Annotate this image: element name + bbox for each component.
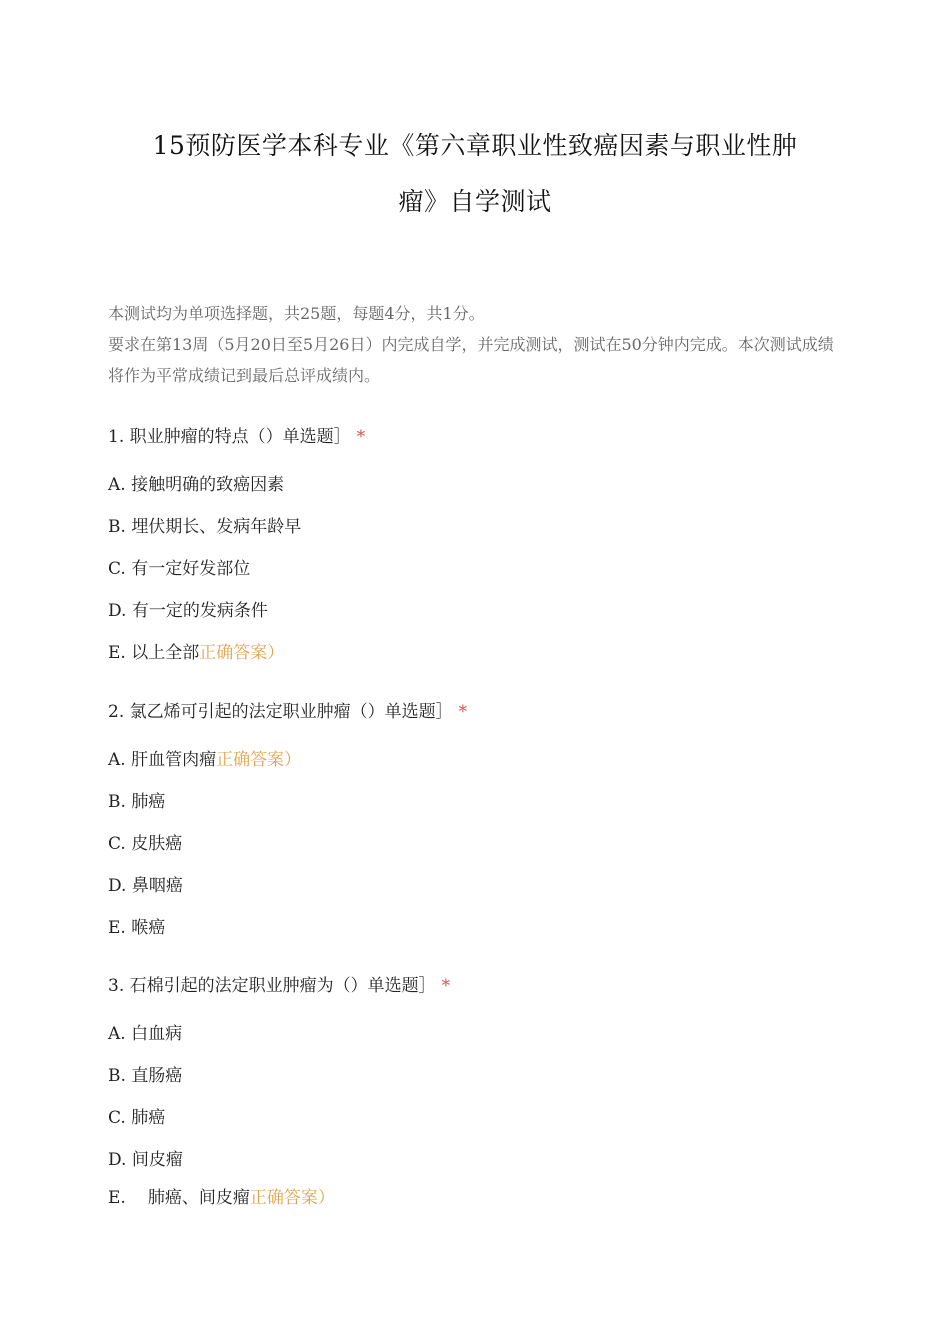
- question-1-option-b[interactable]: [108, 512, 868, 537]
- option-letter: B.: [108, 792, 126, 812]
- question-1-option-e[interactable]: [108, 638, 868, 663]
- question-1-text: 1. 职业肿瘤的特点（）单选题］: [108, 427, 351, 447]
- intro-paragraph-1: 本测试均为单项选择题，共25题，每题4分，共1分。: [108, 304, 485, 323]
- question-3: [108, 971, 868, 996]
- option-letter: E.: [108, 1188, 126, 1208]
- question-3-option-a[interactable]: [108, 1019, 868, 1044]
- option-letter: B.: [108, 517, 126, 537]
- option-letter: E.: [108, 918, 126, 938]
- option-text: 接触明确的致癌因素: [131, 475, 285, 495]
- question-2-option-d[interactable]: [108, 871, 868, 896]
- question-3-option-d[interactable]: [108, 1145, 868, 1170]
- option-letter: D.: [108, 1150, 127, 1170]
- required-mark: *: [458, 702, 468, 722]
- required-mark: *: [356, 427, 366, 447]
- question-3-text: 3. 石棉引起的法定职业肿瘤为（）单选题］: [108, 976, 436, 996]
- option-text: 直肠癌: [131, 1066, 183, 1086]
- correct-answer-tag: 正确答案）: [216, 750, 302, 770]
- document-title-line2: 瘤》自学测试: [398, 187, 552, 216]
- option-text: 白血病: [131, 1024, 183, 1044]
- question-2: [108, 697, 868, 722]
- question-2-option-e[interactable]: [108, 913, 868, 938]
- intro-paragraph-2: 要求在第13周（5月20日至5月26日）内完成自学，并完成测试，测试在50分钟内完成。本次测试成绩将作为平常成绩记到最后总评成绩内。: [108, 335, 834, 385]
- question-2-option-b[interactable]: [108, 787, 868, 812]
- required-mark: *: [441, 976, 451, 996]
- question-2-option-c[interactable]: [108, 829, 868, 854]
- option-text: 喉癌: [131, 918, 166, 938]
- option-letter: A.: [108, 750, 126, 770]
- question-1-option-d[interactable]: [108, 596, 868, 621]
- option-text: 以上全部: [131, 643, 200, 663]
- option-text: 有一定的发病条件: [131, 601, 268, 621]
- option-text: 鼻咽癌: [131, 876, 183, 896]
- option-text: 肝血管肉瘤: [131, 750, 217, 770]
- option-letter: A.: [108, 475, 126, 495]
- option-letter: D.: [108, 601, 127, 621]
- option-text: 肺癌: [131, 1108, 166, 1128]
- question-2-option-a[interactable]: [108, 745, 868, 770]
- option-letter: C.: [108, 834, 126, 854]
- correct-answer-tag: 正确答案）: [249, 1188, 335, 1208]
- question-1-option-c[interactable]: [108, 554, 868, 579]
- option-letter: A.: [108, 1024, 126, 1044]
- option-text: 皮肤癌: [131, 834, 183, 854]
- question-3-option-e[interactable]: [108, 1183, 868, 1208]
- option-text: 有一定好发部位: [131, 559, 251, 579]
- question-2-text: 2. 氯乙烯可引起的法定职业肿瘤（）单选题］: [108, 702, 453, 722]
- correct-answer-tag: 正确答案）: [199, 643, 285, 663]
- option-text: 肺癌、间皮瘤: [147, 1188, 250, 1208]
- question-1: [108, 422, 868, 447]
- option-text: 埋伏期长、发病年龄早: [131, 517, 302, 537]
- document-title-line1: 15预防医学本科专业《第六章职业性致癌因素与职业性肿: [152, 131, 798, 160]
- question-3-option-b[interactable]: [108, 1061, 868, 1086]
- option-letter: D.: [108, 876, 127, 896]
- option-letter: B.: [108, 1066, 126, 1086]
- option-letter: C.: [108, 1108, 126, 1128]
- option-letter: E.: [108, 643, 126, 663]
- option-text: 肺癌: [131, 792, 166, 812]
- question-1-option-a[interactable]: [108, 470, 868, 495]
- option-text: 间皮瘤: [131, 1150, 183, 1170]
- question-3-option-c[interactable]: [108, 1103, 868, 1128]
- option-letter: C.: [108, 559, 126, 579]
